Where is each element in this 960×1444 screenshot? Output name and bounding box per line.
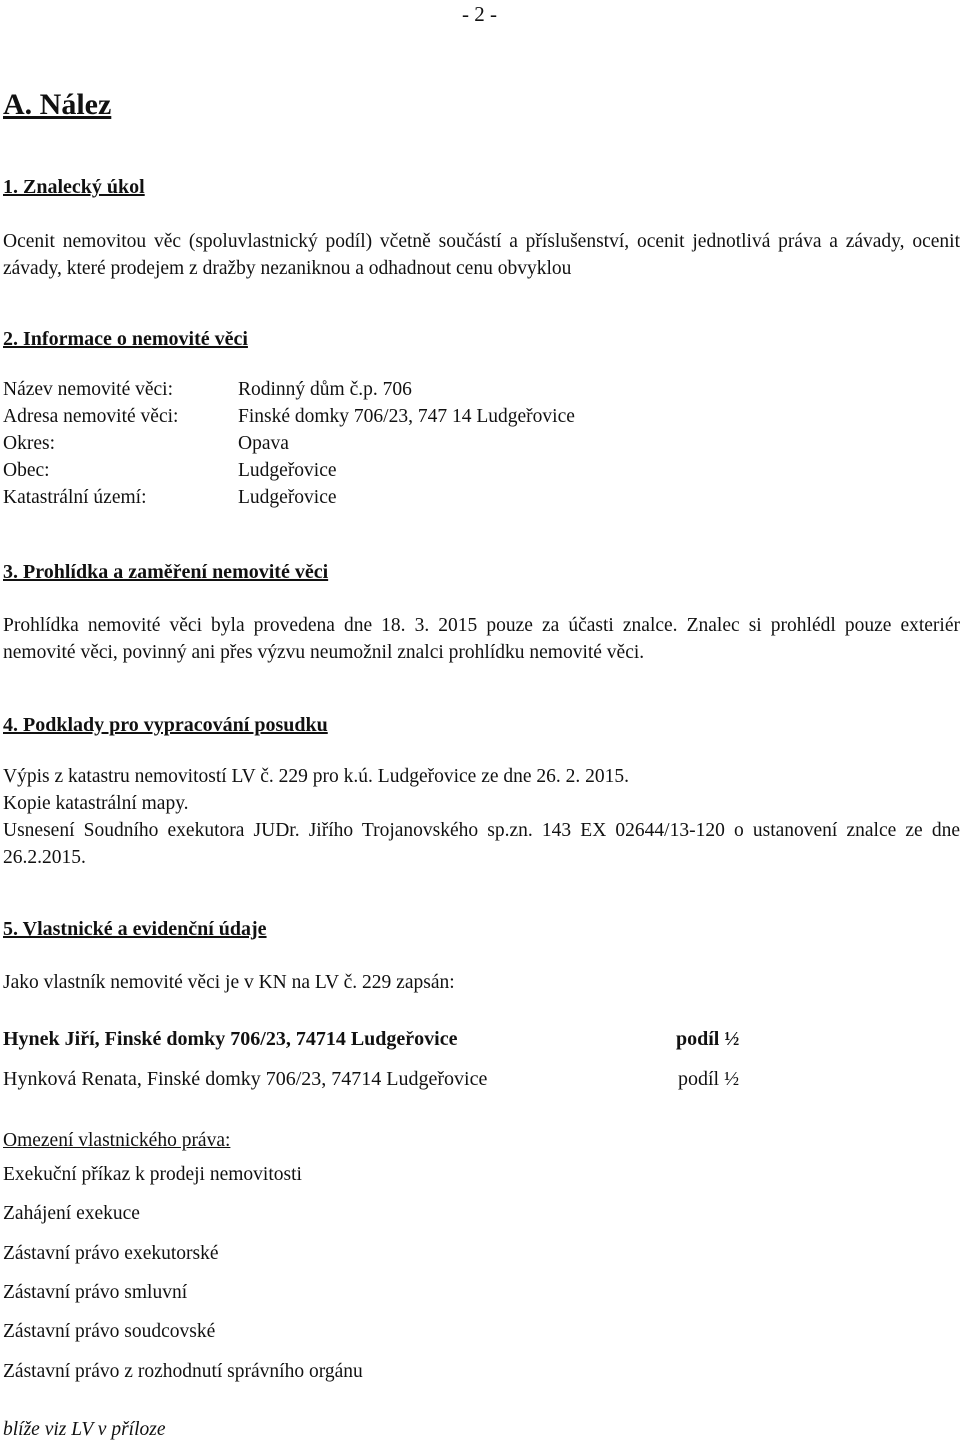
section-3-heading: 3. Prohlídka a zaměření nemovité věci: [3, 561, 329, 583]
municipality-value: Ludgeřovice: [238, 460, 337, 481]
owner-1-share: podíl ½: [676, 1028, 740, 1050]
section-5-heading: 5. Vlastnické a evidenční údaje: [3, 918, 267, 940]
restriction-item: Exekuční příkaz k prodeji nemovitosti: [3, 1164, 302, 1185]
property-address-value: Finské domky 706/23, 747 14 Ludgeřovice: [238, 406, 575, 427]
section-1-heading: 1. Znalecký úkol: [3, 176, 145, 198]
cadastral-area-value: Ludgeřovice: [238, 487, 337, 508]
section-2-heading: 2. Informace o nemovité věci: [3, 328, 248, 350]
owners-intro: Jako vlastník nemovité věci je v KN na LV č. 229 zapsán:: [3, 972, 455, 993]
section-1-text: Ocenit nemovitou věc (spoluvlastnický podíl) včetně součástí a příslušenství, ocenit jednotlivá práva a závady, ocenit závady, které prodejem z dražby nezaniknou a odhadnout cenu obvyklou: [3, 231, 960, 279]
owner-1-name: Hynek Jiří, Finské domky 706/23, 74714 Ludgeřovice: [3, 1028, 458, 1050]
owner-2-name: Hynková Renata, Finské domky 706/23, 74714 Ludgeřovice: [3, 1068, 488, 1090]
property-name-label: Název nemovité věci:: [3, 379, 174, 400]
district-value: Opava: [238, 433, 289, 454]
source-document-2: Kopie katastrální mapy.: [3, 793, 189, 814]
district-label: Okres:: [3, 433, 55, 454]
restriction-item: Zástavní právo exekutorské: [3, 1243, 219, 1264]
section-3-text: Prohlídka nemovité věci byla provedena dne 18. 3. 2015 pouze za účasti znalce. Znalec si prohlédl pouze exteriér nemovité věci, povinný ani přes výzvu neumožnil znalci prohlídku nemovité věci.: [3, 615, 960, 663]
lv-attachment-note: blíže viz LV v příloze: [3, 1419, 166, 1440]
source-document-3: Usnesení Soudního exekutora JUDr. Jiřího Trojanovského sp.zn. 143 EX 02644/13-120 o ustanovení znalce ze dne 26.2.2015.: [3, 820, 960, 868]
restrictions-title: Omezení vlastnického práva:: [3, 1130, 231, 1151]
source-document-1: Výpis z katastru nemovitostí LV č. 229 pro k.ú. Ludgeřovice ze dne 26. 2. 2015.: [3, 766, 630, 787]
municipality-label: Obec:: [3, 460, 50, 481]
section-4-heading: 4. Podklady pro vypracování posudku: [3, 714, 328, 736]
page-number: - 2 -: [462, 2, 497, 26]
property-address-label: Adresa nemovité věci:: [3, 406, 179, 427]
owner-2-share: podíl ½: [678, 1068, 740, 1090]
section-a-title: A. Nález: [3, 88, 112, 121]
cadastral-area-label: Katastrální území:: [3, 487, 147, 508]
restriction-item: Zástavní právo smluvní: [3, 1282, 188, 1303]
restriction-item: Zástavní právo soudcovské: [3, 1321, 216, 1342]
restriction-item: Zástavní právo z rozhodnutí správního orgánu: [3, 1361, 363, 1382]
property-name-value: Rodinný dům č.p. 706: [238, 379, 412, 400]
restriction-item: Zahájení exekuce: [3, 1203, 140, 1224]
